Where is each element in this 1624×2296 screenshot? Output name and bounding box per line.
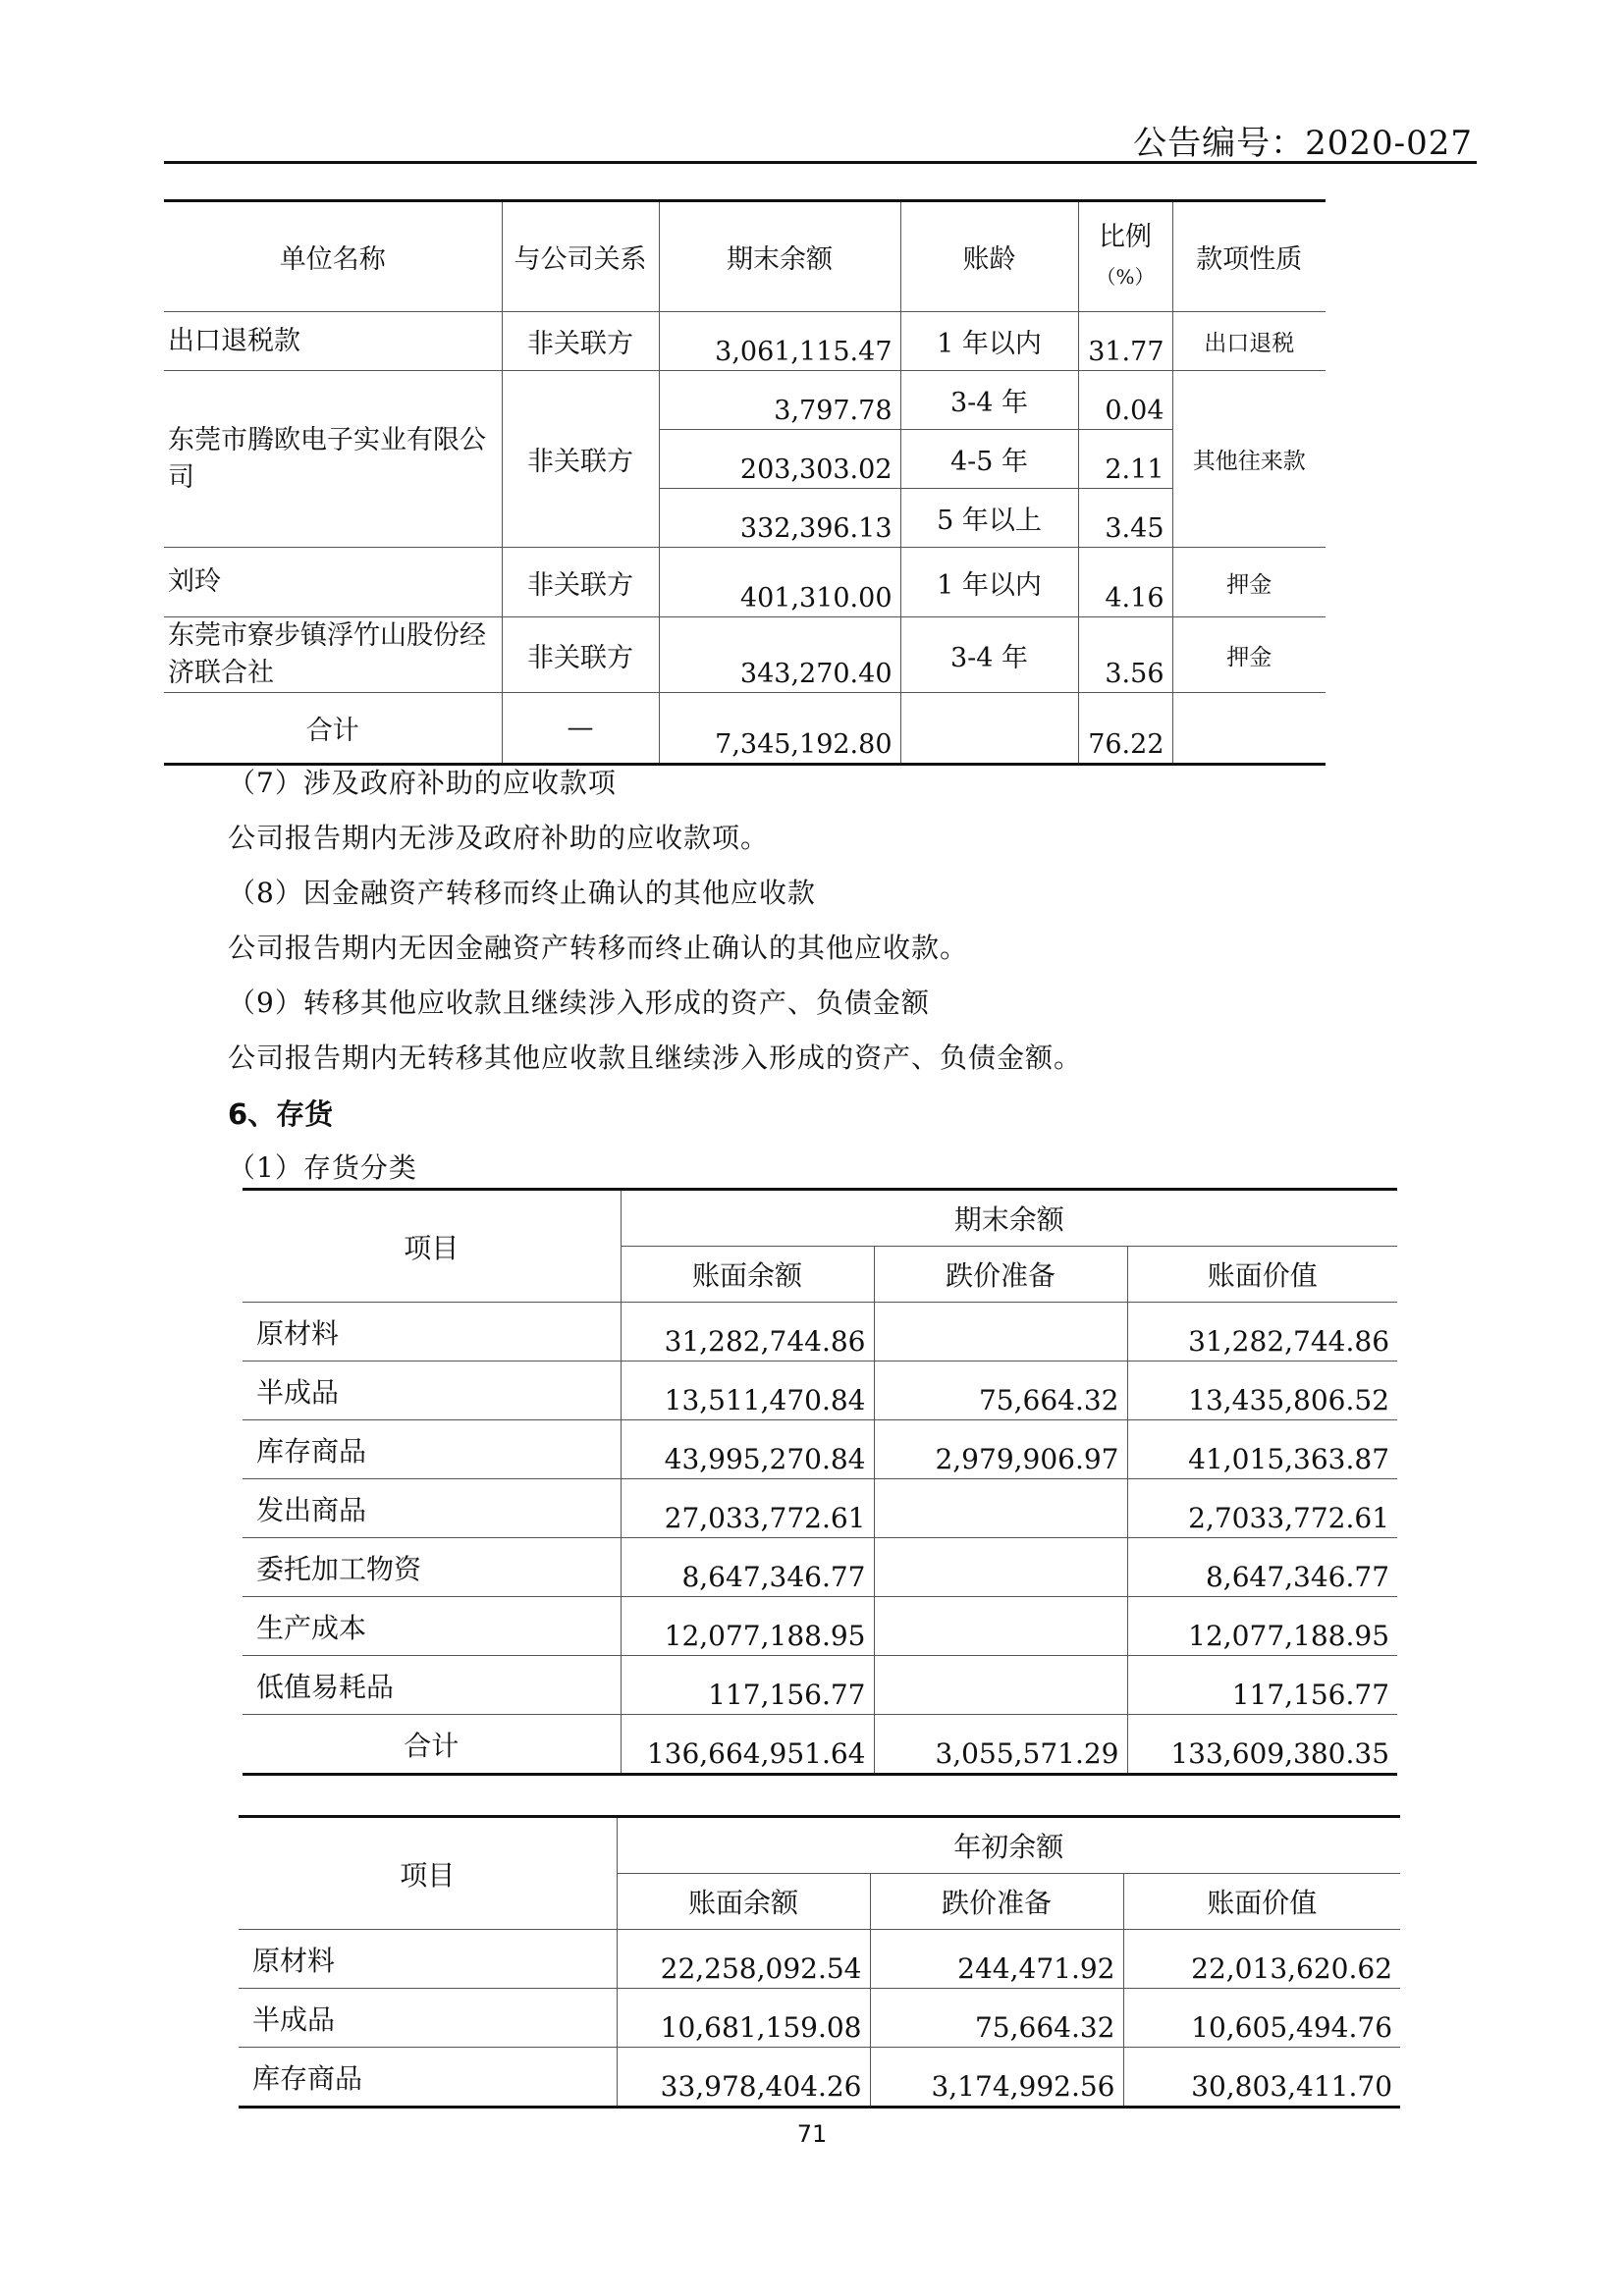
cell-book: 43,995,270.84: [621, 1420, 874, 1479]
cell-item: 委托加工物资: [243, 1538, 621, 1597]
cell-item: 原材料: [239, 1930, 617, 1989]
cell-balance: 332,396.13: [659, 489, 900, 548]
cell-provision: 3,055,571.29: [874, 1715, 1127, 1775]
header-relation: 与公司关系: [502, 201, 659, 312]
section-8-body: 公司报告期内无因金融资产转移而终止确认的其他应收款。: [228, 932, 969, 964]
cell-provision: [874, 1538, 1127, 1597]
cell-book: 8,647,346.77: [621, 1538, 874, 1597]
section-7-body: 公司报告期内无涉及政府补助的应收款项。: [228, 822, 770, 854]
table-row: [243, 1362, 1397, 1420]
cell-ratio: 3.45: [1078, 489, 1172, 548]
cell-provision: [874, 1479, 1127, 1538]
cell-ratio: 3.56: [1078, 617, 1172, 693]
cell-value: 30,803,411.70: [1123, 2048, 1400, 2108]
cell-item: 库存商品: [239, 2048, 617, 2108]
cell-book: 33,978,404.26: [617, 2048, 870, 2108]
cell-name: 东莞市腾欧电子实业有限公司: [164, 371, 502, 548]
total-relation: —: [502, 693, 659, 765]
cell-value: 117,156.77: [1127, 1656, 1397, 1715]
cell-provision: 75,664.32: [870, 1989, 1123, 2048]
col-header-value: 账面价值: [1123, 1874, 1400, 1930]
total-nature: [1172, 693, 1326, 765]
cell-item: 发出商品: [243, 1479, 621, 1538]
inventory-opening-table: [239, 1815, 1400, 2109]
cell-relation: 非关联方: [502, 312, 659, 371]
table-row: [243, 1538, 1397, 1597]
col-header-provision: 跌价准备: [870, 1874, 1123, 1930]
cell-book: 12,077,188.95: [621, 1597, 874, 1656]
cell-balance: 401,310.00: [659, 548, 900, 617]
inventory-title: 6、存货: [228, 1097, 334, 1131]
table-row: [239, 2048, 1400, 2108]
cell-aging: 5 年以上: [900, 489, 1078, 548]
total-row: [243, 1715, 1397, 1775]
page-number: 71: [796, 2120, 828, 2148]
section-9-heading: （9）转移其他应收款且继续涉入形成的资产、负债金额: [228, 987, 930, 1019]
header-ratio-line1: 比例: [1099, 221, 1152, 252]
table-row: [164, 312, 1326, 371]
announcement-number: 公告编号：2020-027: [1133, 124, 1473, 163]
table-row: [243, 1479, 1397, 1538]
col-header-book: 账面余额: [617, 1874, 870, 1930]
cell-provision: 2,979,906.97: [874, 1420, 1127, 1479]
cell-ratio: 2.11: [1078, 430, 1172, 489]
cell-aging: 3-4 年: [900, 371, 1078, 430]
header-aging: 账龄: [900, 201, 1078, 312]
cell-ratio: 4.16: [1078, 548, 1172, 617]
item-header: 项目: [243, 1190, 621, 1303]
group-header: 期末余额: [621, 1190, 1397, 1247]
table-row: [239, 1930, 1400, 1989]
cell-item: 低值易耗品: [243, 1656, 621, 1715]
cell-item: 生产成本: [243, 1597, 621, 1656]
cell-nature: 其他往来款: [1172, 371, 1326, 548]
cell-value: 41,015,363.87: [1127, 1420, 1397, 1479]
cell-balance: 3,061,115.47: [659, 312, 900, 371]
header-ratio-line2: （%）: [1096, 264, 1155, 289]
col-header-provision: 跌价准备: [874, 1247, 1127, 1303]
cell-name: 东莞市寮步镇浮竹山股份经济联合社: [164, 617, 502, 693]
header-ratio: [1078, 201, 1172, 312]
cell-item: 半成品: [239, 1989, 617, 2048]
cell-ratio: 31.77: [1078, 312, 1172, 371]
section-8-heading: （8）因金融资产转移而终止确认的其他应收款: [228, 877, 816, 909]
item-header: 项目: [239, 1817, 617, 1930]
header-nature: 款项性质: [1172, 201, 1326, 312]
section-7-heading: （7）涉及政府补助的应收款项: [228, 767, 617, 799]
cell-aging: 4-5 年: [900, 430, 1078, 489]
cell-book: 31,282,744.86: [621, 1303, 874, 1362]
header-rule: [164, 161, 1477, 164]
cell-book: 117,156.77: [621, 1656, 874, 1715]
cell-provision: [874, 1656, 1127, 1715]
cell-balance: 3,797.78: [659, 371, 900, 430]
cell-name: 刘玲: [164, 548, 502, 617]
table-row: [243, 1303, 1397, 1362]
cell-value: 13,435,806.52: [1127, 1362, 1397, 1420]
cell-value: 133,609,380.35: [1127, 1715, 1397, 1775]
cell-book: 13,511,470.84: [621, 1362, 874, 1420]
cell-book: 22,258,092.54: [617, 1930, 870, 1989]
total-balance: 7,345,192.80: [659, 693, 900, 765]
cell-nature: 出口退税: [1172, 312, 1326, 371]
table-row: [164, 617, 1326, 693]
cell-book: 136,664,951.64: [621, 1715, 874, 1775]
cell-nature: 押金: [1172, 548, 1326, 617]
cell-ratio: 0.04: [1078, 371, 1172, 430]
table-row: [239, 1989, 1400, 2048]
cell-relation: 非关联方: [502, 548, 659, 617]
cell-aging: 3-4 年: [900, 617, 1078, 693]
cell-value: 2,7033,772.61: [1127, 1479, 1397, 1538]
cell-aging: 1 年以内: [900, 548, 1078, 617]
col-header-book: 账面余额: [621, 1247, 874, 1303]
header-balance: 期末余额: [659, 201, 900, 312]
cell-item: 库存商品: [243, 1420, 621, 1479]
table-row: [243, 1420, 1397, 1479]
cell-value: 10,605,494.76: [1123, 1989, 1400, 2048]
cell-item: 原材料: [243, 1303, 621, 1362]
table-row: [243, 1597, 1397, 1656]
total-ratio: 76.22: [1078, 693, 1172, 765]
table-row: [164, 371, 1326, 430]
cell-name: 出口退税款: [164, 312, 502, 371]
cell-provision: 3,174,992.56: [870, 2048, 1123, 2108]
cell-item: 合计: [243, 1715, 621, 1775]
group-header: 年初余额: [617, 1817, 1400, 1874]
section-9-body: 公司报告期内无转移其他应收款且继续涉入形成的资产、负债金额。: [228, 1041, 1083, 1074]
total-aging: [900, 693, 1078, 765]
cell-provision: [874, 1597, 1127, 1656]
col-header-value: 账面价值: [1127, 1247, 1397, 1303]
cell-value: 31,282,744.86: [1127, 1303, 1397, 1362]
cell-book: 27,033,772.61: [621, 1479, 874, 1538]
cell-provision: [874, 1303, 1127, 1362]
inventory-ending-table: [243, 1188, 1397, 1776]
cell-balance: 203,303.02: [659, 430, 900, 489]
total-label: 合计: [164, 693, 502, 765]
table-row: [243, 1656, 1397, 1715]
cell-aging: 1 年以内: [900, 312, 1078, 371]
inventory-subtitle: （1）存货分类: [228, 1151, 417, 1184]
table-row: [164, 548, 1326, 617]
cell-provision: 75,664.32: [874, 1362, 1127, 1420]
cell-nature: 押金: [1172, 617, 1326, 693]
receivables-table: [164, 199, 1326, 766]
cell-item: 半成品: [243, 1362, 621, 1420]
cell-value: 8,647,346.77: [1127, 1538, 1397, 1597]
cell-relation: 非关联方: [502, 371, 659, 548]
total-row: [164, 693, 1326, 765]
cell-balance: 343,270.40: [659, 617, 900, 693]
cell-provision: 244,471.92: [870, 1930, 1123, 1989]
cell-relation: 非关联方: [502, 617, 659, 693]
cell-value: 12,077,188.95: [1127, 1597, 1397, 1656]
header-name: 单位名称: [164, 201, 502, 312]
cell-value: 22,013,620.62: [1123, 1930, 1400, 1989]
cell-book: 10,681,159.08: [617, 1989, 870, 2048]
